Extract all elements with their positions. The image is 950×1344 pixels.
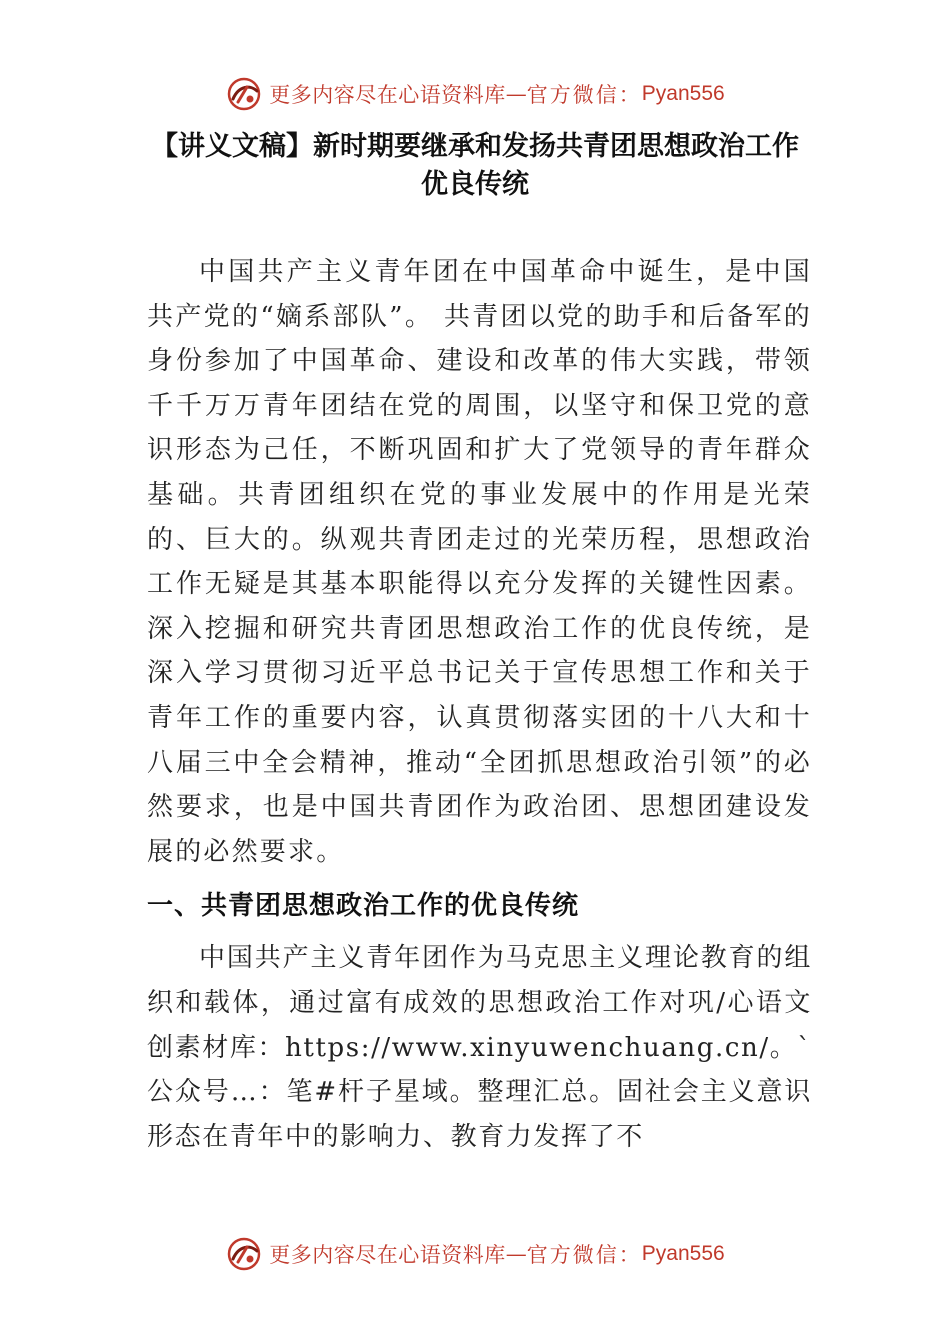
banner-wechat-id: Pyan556 [641,1242,725,1265]
section-heading-1: 一、共青团思想政治工作的优良传统 [147,891,580,922]
banner-separator: — [505,82,527,106]
footer-banner [0,1230,950,1278]
banner-brand-text: 更多内容尽在心语资料库 [269,1243,506,1267]
banner-wechat-label: 官方微信： [526,83,642,107]
title-line-2: 优良传统 [421,169,529,200]
banner-separator: — [505,1242,527,1266]
paragraph-intro: 中国共产主义青年团在中国革命中诞生，是中国共产党的“嫡系部队”。 共青团以党的助手和后备军的身份参加了中国革命、建设和改革的伟大实践，带领千千万万青年团结在党的周围，以坚守和保卫党的意识形态为己任，不断巩固和扩大了党领导的青年群众基础。共青团组织在党的事业发展中的作用是光荣的、巨大的。纵观共青团走过的光荣历程，思想政治工作无疑是其基本职能得以充分发挥的关键性因素。深入挖掘和研究共青团思想政治工作的优良传统，是深入学习贯彻习近平总书记关于宣传思想工作和关于青年工作的重要内容，认真贯彻落实团的十八大和十八届三中全会精神，推动“全团抓思想政治引领”的必然要求，也是中国共青团作为政治团、思想团建设发展的必然要求。 [147,257,812,867]
header-banner [0,70,950,118]
document-title [100,128,850,204]
banner-brand-text: 更多内容尽在心语资料库 [269,83,506,107]
brand-logo-icon [225,1235,263,1273]
brand-logo-icon [225,75,263,113]
title-line-1: 【讲义文稿】新时期要继承和发扬共青团思想政治工作 [151,131,799,162]
document-body [147,250,812,1159]
banner-wechat-label: 官方微信： [526,1243,642,1267]
banner-wechat-id: Pyan556 [641,82,725,105]
paragraph-section-1: 中国共产主义青年团作为马克思主义理论教育的组织和载体，通过富有成效的思想政治工作对巩/心语文创素材库：https://www.xinyuwenchuang.cn/。`公众号…：笔#杆子星域。整理汇总。固社会主义意识形态在青年中的影响力、教育力发挥了不 [147,943,812,1152]
